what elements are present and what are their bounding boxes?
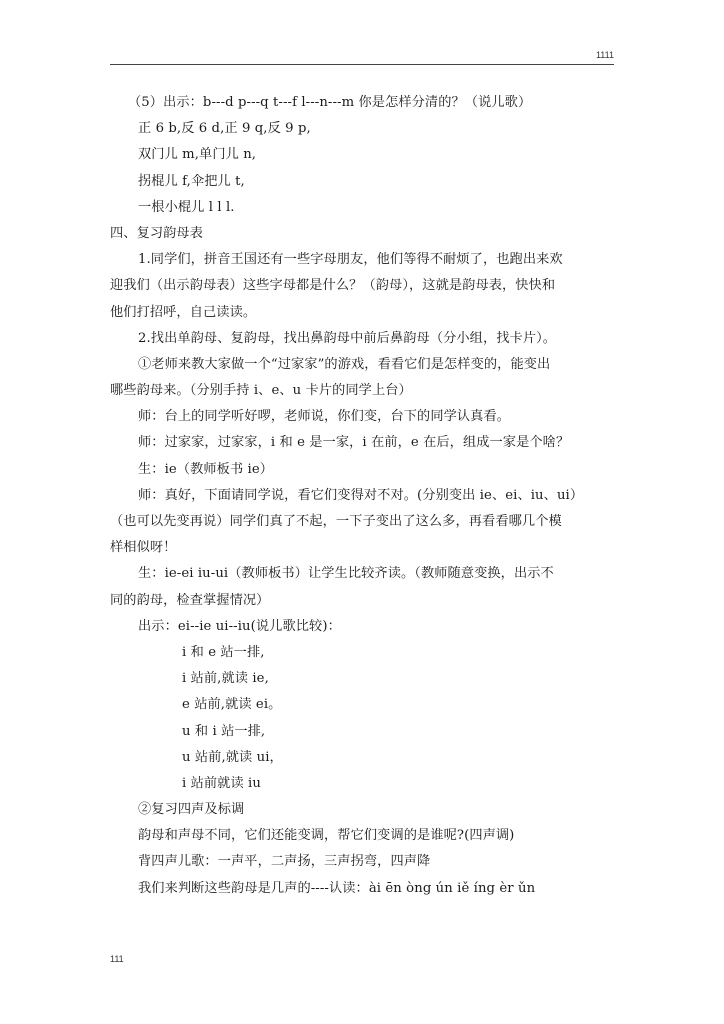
header-rule bbox=[110, 64, 614, 65]
text-line: 背四声儿歌：一声平，二声扬，三声拐弯，四声降 bbox=[138, 854, 431, 870]
text-line: 1.同学们，拼音王国还有一些字母朋友，他们等得不耐烦了，也跑出来欢 bbox=[138, 252, 563, 268]
text-line: i 和 e 站一排, bbox=[182, 644, 265, 660]
text-line: 一根小棍儿 l l l. bbox=[138, 199, 235, 215]
text-line: 迎我们（出示韵母表）这些字母都是什么？（韵母），这就是韵母表，快快和 bbox=[110, 278, 556, 294]
text-line: 样相似呀！ bbox=[110, 540, 177, 556]
text-line: e 站前,就读 ei。 bbox=[182, 697, 282, 713]
text-line: 正 6 b,反 6 d,正 9 q,反 9 p, bbox=[138, 121, 311, 137]
text-line: 师：真好，下面请同学说，看它们变得对不对。(分别变出 ie、ei、iu、ui） bbox=[138, 487, 584, 503]
text-line: 师：台上的同学听好啰，老师说，你们变，台下的同学认真看。 bbox=[138, 409, 511, 425]
text-line: 我们来判断这些韵母是几声的----认读：ài ēn òng ún iě íng èr ǔn bbox=[138, 880, 536, 896]
text-line: 师：过家家，过家家，i 和 e 是一家，i 在前，e 在后，组成一家是个啥？ bbox=[138, 435, 570, 451]
text-line: 四、复习韵母表 bbox=[110, 225, 204, 241]
text-line: u 和 i 站一排, bbox=[182, 723, 266, 739]
document-body bbox=[110, 90, 614, 902]
text-line: ②复习四声及标调 bbox=[138, 802, 245, 818]
text-line: 出示：ei--ie ui--iu(说儿歌比较)： bbox=[138, 618, 341, 634]
text-line: （也可以先变再说）同学们真了不起，一下子变出了这么多，再看看哪几个模 bbox=[110, 514, 562, 529]
text-line: 生：ie（教师板书 ie） bbox=[138, 461, 274, 477]
text-line: 双门儿 m,单门儿 n, bbox=[138, 147, 257, 163]
text-line: 拐棍儿 f,伞把儿 t, bbox=[138, 173, 245, 189]
text-line: ①老师来教大家做一个“过家家”的游戏，看看它们是怎样变的，能变出 bbox=[138, 356, 551, 372]
text-line: 哪些韵母来。（分别手持 i、e、u 卡片的同学上台） bbox=[110, 383, 412, 399]
text-line: i 站前,就读 ie, bbox=[182, 671, 269, 687]
header-page-number: 1111 bbox=[595, 50, 614, 60]
text-line: 韵母和声母不同，它们还能变调，帮它们变调的是谁呢?(四声调) bbox=[138, 828, 515, 844]
text-line: （5）出示：b---d p---q t---f l---n---m 你是怎样分清的？（说儿歌） bbox=[128, 95, 532, 110]
footer-page-number: 111 bbox=[110, 954, 124, 964]
text-line: u 站前,就读 ui， bbox=[182, 749, 283, 765]
text-line: 同的韵母，检查掌握情况） bbox=[110, 592, 270, 608]
text-line: 生：ie-ei iu-ui（教师板书）让学生比较齐读。（教师随意变换，出示不 bbox=[138, 566, 554, 582]
text-line: i 站前就读 iu bbox=[182, 775, 261, 791]
text-line: 他们打招呼，自己读读。 bbox=[110, 304, 257, 320]
text-line: 2.找出单韵母、复韵母，找出鼻韵母中前后鼻韵母（分小组，找卡片）。 bbox=[138, 330, 557, 346]
